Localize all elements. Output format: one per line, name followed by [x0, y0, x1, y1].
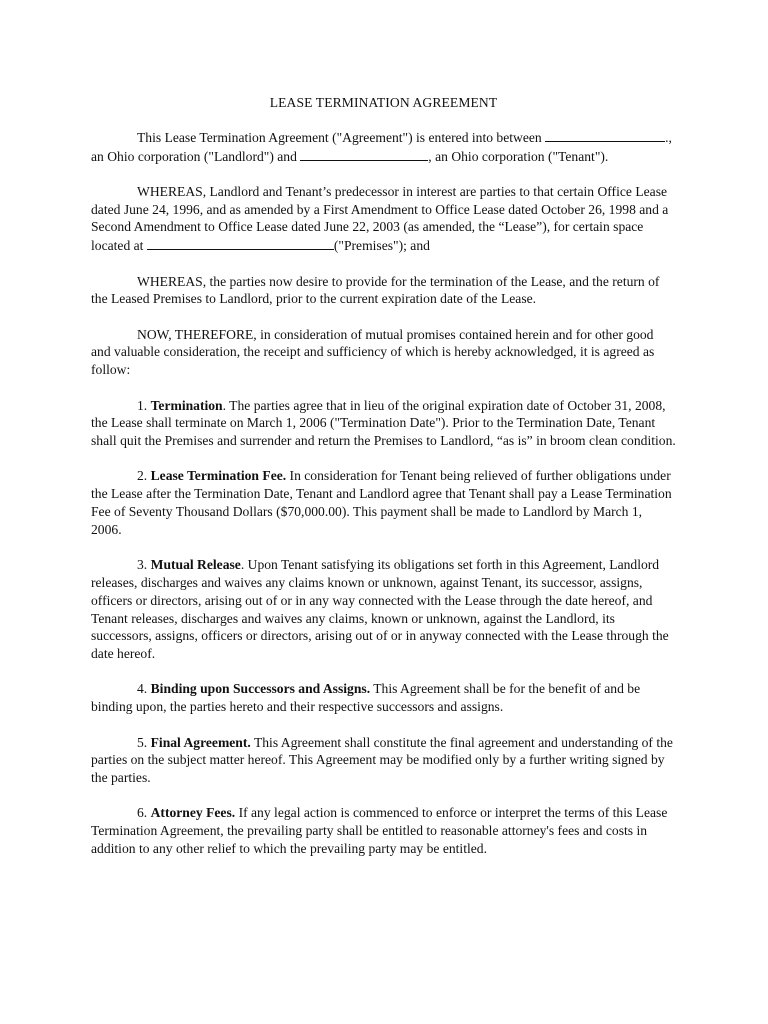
section-heading: Attorney Fees.: [150, 805, 236, 821]
section-number: 5.: [137, 734, 148, 750]
document-title: LEASE TERMINATION AGREEMENT: [269, 95, 498, 110]
section-body: . Upon Tenant satisfying its obligations set forth in this Agreement, Landlord releases, discharges and waives any claims known or unknown, against Tenant, its successor, assigns, officers or directors, arising out of or in any way connected with the Lease through the date hereof, and Tenant releases, discharges and waives any claims, known or unknown, against the Landlord, its successors, assigns, officers or directors, arising out of or in anyway connected with the Lease through the date hereof.: [91, 557, 669, 662]
section-termination: [91, 397, 676, 450]
section-body: In consideration for Tenant being relieved of further obligations under the Lease after the Termination Date, Tenant and Landlord agree that Tenant shall pay a Lease Termination Fee of Seventy Thousand Dollars ($70,000.00). This payment shall be made to Landlord by March 1, 2006.: [91, 468, 672, 537]
intro-text-3: , an Ohio corporation ("Tenant").: [428, 148, 609, 164]
section-heading: Mutual Release: [150, 557, 241, 573]
tenant-name-blank: [300, 147, 428, 161]
intro-paragraph: [91, 128, 676, 166]
section-mutual-release: [91, 556, 676, 663]
section-body: If any legal action is commenced to enforce or interpret the terms of this Lease Termination Agreement, the prevailing party shall be entitled to reasonable attorney's fees and costs in addition to any other relief to which the prevailing party may be entitled.: [91, 805, 668, 856]
whereas-paragraph-1: [91, 183, 676, 255]
whereas-paragraph-2: WHEREAS, the parties now desire to provide for the termination of the Lease, and the return of the Leased Premises to Landlord, prior to the current expiration date of the Lease.: [91, 273, 660, 307]
landlord-name-blank: [545, 128, 665, 142]
section-body: This Agreement shall constitute the final agreement and understanding of the parties on the subject matter hereof. This Agreement may be modified only by a further writing signed by the parties.: [91, 734, 673, 786]
section-number: 4.: [137, 681, 148, 697]
section-final-agreement: [91, 734, 676, 787]
section-body: . The parties agree that in lieu of the original expiration date of October 31, 2008, the Lease shall terminate on March 1, 2006 ("Termination Date"). Prior to the Termination Date, Tenant shall quit the Premises and surrender and return the Premises to Landlord, “as is” in broom clean condition.: [91, 397, 676, 449]
section-number: 3.: [137, 557, 148, 573]
whereas-1-text-end: ("Premises"); and: [333, 238, 430, 254]
section-body: This Agreement shall be for the benefit of and be binding upon, the parties hereto and their respective successors and assigns.: [91, 681, 641, 715]
section-heading: Binding upon Successors and Assigns.: [150, 681, 371, 697]
whereas-1-text: WHEREAS, Landlord and Tenant’s predecessor in interest are parties to that certain Office Lease dated June 24, 1996, and as amended by a First Amendment to Office Lease dated October 26, 1998 and a Second Amendment to Office Lease dated June 22, 2003 (as amended, the “Lease”), for certain space located at: [91, 183, 669, 254]
section-lease-termination-fee: [91, 467, 676, 538]
now-therefore-paragraph: NOW, THEREFORE, in consideration of mutual promises contained herein and for other good and valuable consideration, the receipt and sufficiency of which is hereby acknowledged, it is agreed as follow:: [91, 326, 655, 378]
section-heading: Termination: [150, 397, 223, 413]
section-number: 2.: [137, 468, 148, 484]
premises-address-blank: [147, 236, 334, 250]
intro-text-2: ., an Ohio corporation ("Landlord") and: [91, 129, 672, 164]
document-body: [91, 94, 676, 875]
section-heading: Lease Termination Fee.: [150, 468, 287, 484]
section-number: 1.: [137, 397, 148, 413]
section-number: 6.: [137, 805, 148, 821]
section-binding-upon-successors: [91, 680, 676, 716]
intro-text-1: This Lease Termination Agreement ("Agreement") is entered into between: [137, 129, 542, 145]
section-heading: Final Agreement.: [150, 734, 251, 750]
section-attorney-fees: [91, 804, 676, 857]
